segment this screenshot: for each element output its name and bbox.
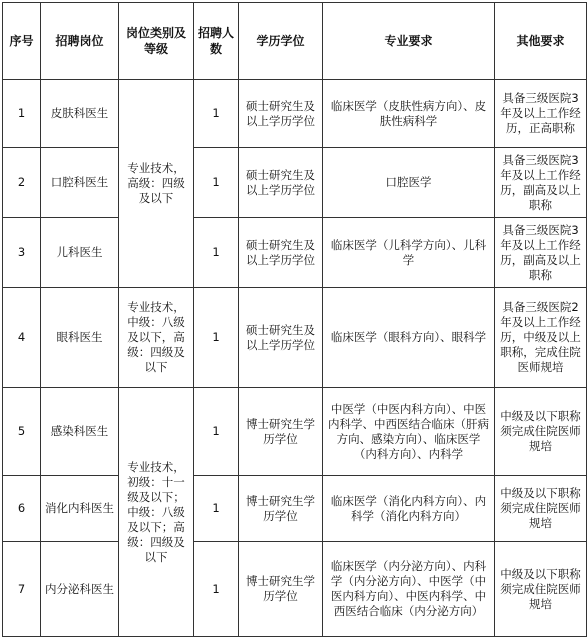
cell-position: 儿科医生 xyxy=(41,218,119,288)
cell-other: 具备三级医院3年及以上工作经历，副高及以上职称 xyxy=(495,218,587,288)
cell-seq: 5 xyxy=(3,388,41,476)
cell-seq: 2 xyxy=(3,148,41,218)
header-count: 招聘人数 xyxy=(194,3,239,80)
table-row xyxy=(3,388,587,476)
cell-education: 博士研究生学历学位 xyxy=(239,476,323,542)
cell-category: 专业技术，初级：十一级及以下；中级：八级及以下；高级：四级及以下 xyxy=(119,388,194,637)
cell-position: 消化内科医生 xyxy=(41,476,119,542)
cell-seq: 1 xyxy=(3,80,41,148)
table-row xyxy=(3,80,587,148)
cell-education: 硕士研究生及以上学历学位 xyxy=(239,288,323,388)
cell-major: 临床医学（内分泌方向）、内科学（内分泌方向）、中医学（中医内科方向）、中医内科学、中西医结合临床（内分泌方向） xyxy=(323,542,495,637)
header-education: 学历学位 xyxy=(239,3,323,80)
cell-seq: 3 xyxy=(3,218,41,288)
cell-major: 临床医学（儿科学方向）、儿科学 xyxy=(323,218,495,288)
cell-position: 眼科医生 xyxy=(41,288,119,388)
table-row xyxy=(3,288,587,388)
header-major: 专业要求 xyxy=(323,3,495,80)
cell-major: 临床医学（消化内科方向）、内科学（消化内科方向） xyxy=(323,476,495,542)
cell-other: 具备三级医院3年及以上工作经历，副高及以上职称 xyxy=(495,148,587,218)
cell-major: 临床医学（眼科方向）、眼科学 xyxy=(323,288,495,388)
cell-count: 1 xyxy=(194,80,239,148)
cell-education: 硕士研究生及以上学历学位 xyxy=(239,148,323,218)
table-header-row xyxy=(3,3,587,80)
table-row xyxy=(3,148,587,218)
cell-position: 内分泌科医生 xyxy=(41,542,119,637)
recruitment-table xyxy=(2,2,587,637)
table-row xyxy=(3,218,587,288)
header-other: 其他要求 xyxy=(495,3,587,80)
cell-category: 专业技术，中级：八级及以下，高级：四级及以下 xyxy=(119,288,194,388)
cell-category: 专业技术，高级：四级及以下 xyxy=(119,80,194,288)
header-category: 岗位类别及等级 xyxy=(119,3,194,80)
cell-seq: 6 xyxy=(3,476,41,542)
header-seq: 序号 xyxy=(3,3,41,80)
cell-major: 口腔医学 xyxy=(323,148,495,218)
cell-count: 1 xyxy=(194,218,239,288)
cell-other: 具备三级医院2年及以上工作经历，中级及以上职称，完成住院医师规培 xyxy=(495,288,587,388)
cell-major: 中医学（中医内科方向）、中医内科学、中西医结合临床（肝病方向、感染方向）、临床医学（内科方向）、内科学 xyxy=(323,388,495,476)
cell-education: 博士研究生学历学位 xyxy=(239,542,323,637)
cell-other: 中级及以下职称须完成住院医师规培 xyxy=(495,542,587,637)
cell-other: 具备三级医院3年及以上工作经历，正高职称 xyxy=(495,80,587,148)
cell-other: 中级及以下职称须完成住院医师规培 xyxy=(495,388,587,476)
header-position: 招聘岗位 xyxy=(41,3,119,80)
cell-education: 硕士研究生及以上学历学位 xyxy=(239,218,323,288)
cell-education: 硕士研究生及以上学历学位 xyxy=(239,80,323,148)
table-row xyxy=(3,542,587,637)
table-row xyxy=(3,476,587,542)
cell-seq: 4 xyxy=(3,288,41,388)
cell-count: 1 xyxy=(194,542,239,637)
cell-education: 博士研究生学历学位 xyxy=(239,388,323,476)
cell-position: 感染科医生 xyxy=(41,388,119,476)
cell-count: 1 xyxy=(194,388,239,476)
cell-seq: 7 xyxy=(3,542,41,637)
cell-count: 1 xyxy=(194,148,239,218)
cell-count: 1 xyxy=(194,476,239,542)
cell-position: 口腔科医生 xyxy=(41,148,119,218)
cell-position: 皮肤科医生 xyxy=(41,80,119,148)
cell-other: 中级及以下职称须完成住院医师规培 xyxy=(495,476,587,542)
cell-major: 临床医学（皮肤性病方向）、皮肤性病科学 xyxy=(323,80,495,148)
cell-count: 1 xyxy=(194,288,239,388)
